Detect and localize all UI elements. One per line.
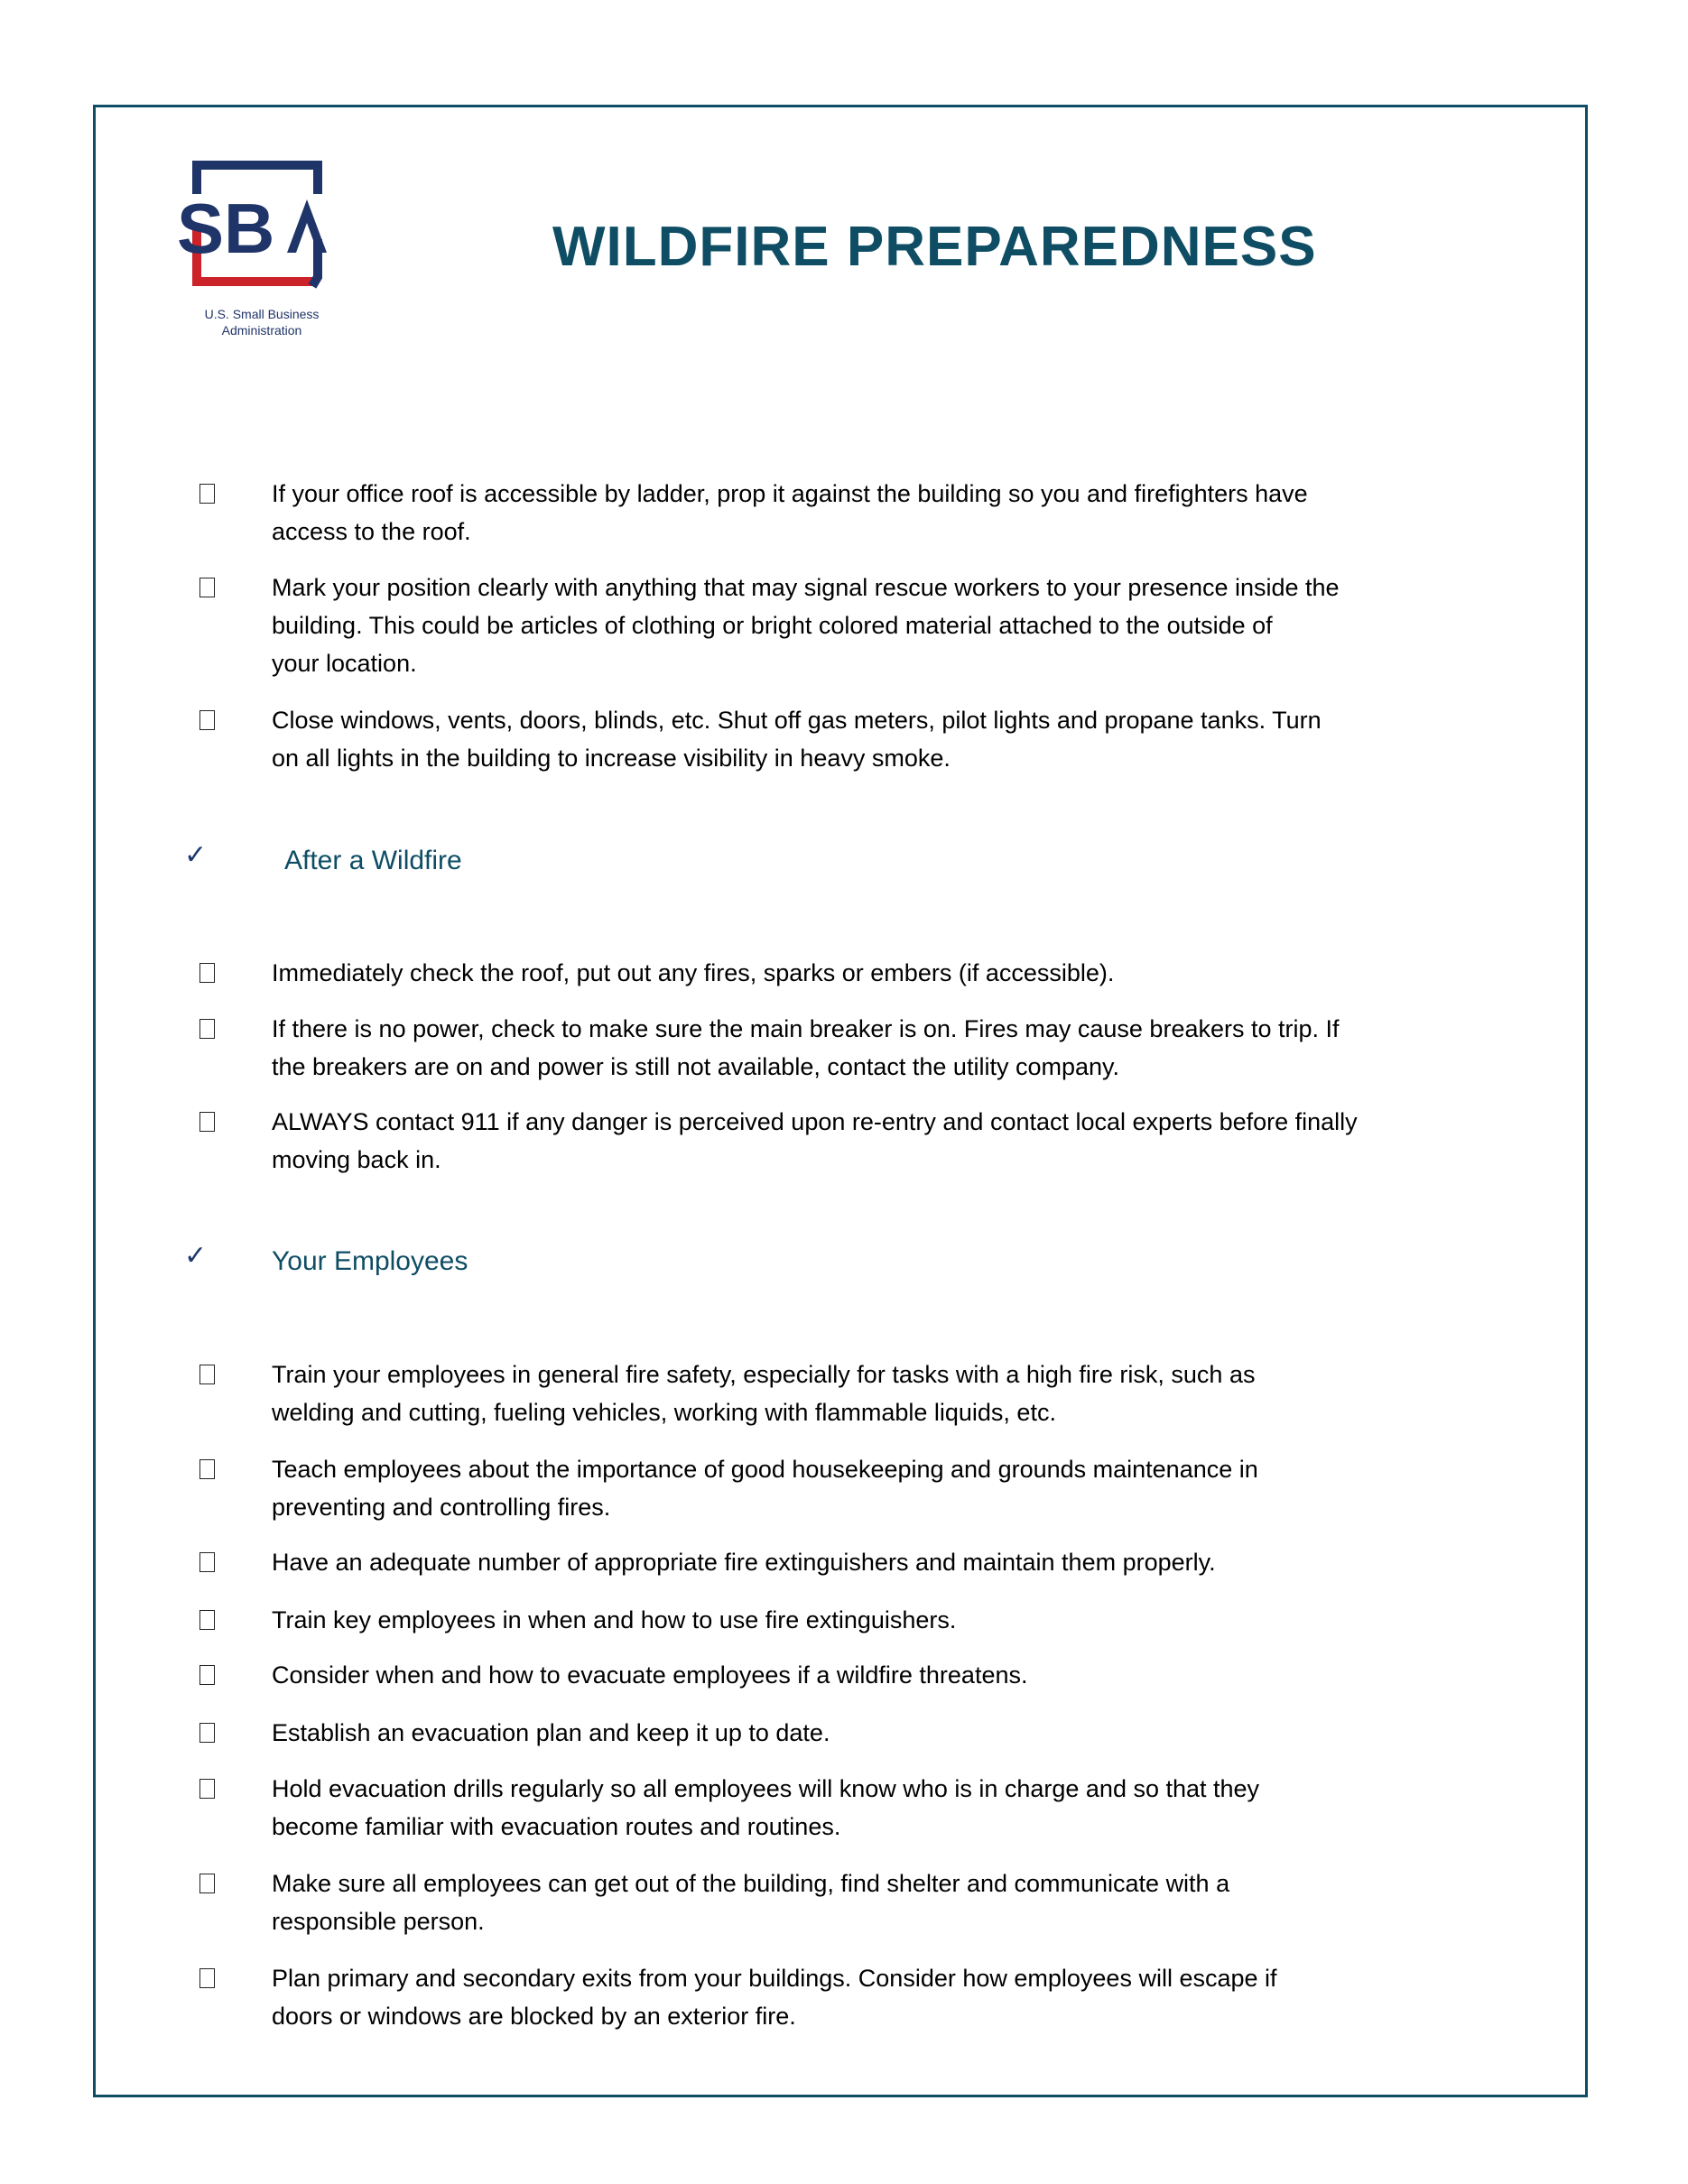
checklist-item-text: [272, 1356, 1255, 1431]
text-line: doors or windows are blocked by an exterior fire.: [272, 2003, 796, 2030]
text-line: Mark your position clearly with anything that may signal rescue workers to your presence inside the: [272, 574, 1340, 601]
svg-text:SB: SB: [177, 189, 275, 268]
text-line: access to the roof.: [272, 518, 471, 545]
text-line: Have an adequate number of appropriate fire extinguishers and maintain them properly.: [272, 1549, 1216, 1576]
logo-line1: U.S. Small Business: [204, 307, 320, 321]
text-line: Establish an evacuation plan and keep it up to date.: [272, 1719, 830, 1746]
text-line: Close windows, vents, doors, blinds, etc. Shut off gas meters, pilot lights and propane tanks. Turn: [272, 707, 1322, 734]
text-line: the breakers are on and power is still not available, contact the utility company.: [272, 1053, 1120, 1080]
checklist-item-text: [272, 1714, 830, 1752]
text-line: building. This could be articles of clothing or bright colored material attached to the outside of: [272, 612, 1273, 639]
text-line: moving back in.: [272, 1146, 441, 1173]
section-heading-your-employees: Your Employees: [272, 1246, 468, 1276]
checklist-item-text: [272, 1450, 1258, 1526]
text-line: Train your employees in general fire safety, especially for tasks with a high fire risk, such as: [272, 1361, 1256, 1388]
text-line: Immediately check the roof, put out any fires, sparks or embers (if accessible).: [272, 959, 1115, 986]
text-line: responsible person.: [272, 1908, 485, 1935]
checkbox-icon[interactable]: [199, 710, 215, 730]
text-line: Consider when and how to evacuate employees if a wildfire threatens.: [272, 1661, 1028, 1689]
text-line: on all lights in the building to increase visibility in heavy smoke.: [272, 745, 951, 772]
text-line: Plan primary and secondary exits from your buildings. Consider how employees will escape if: [272, 1965, 1277, 1992]
section-heading-after-wildfire: After a Wildfire: [284, 846, 462, 875]
checklist-item-text: [272, 1959, 1277, 2035]
text-line: Make sure all employees can get out of the building, find shelter and communicate with a: [272, 1870, 1230, 1897]
checkbox-icon[interactable]: [199, 1019, 215, 1039]
page-title: WILDFIRE PREPAREDNESS: [552, 216, 1317, 278]
checklist-item-text: [272, 569, 1340, 682]
checklist-item-text: [272, 1770, 1259, 1846]
checkmark-icon: ✓: [184, 1241, 208, 1271]
checkbox-icon[interactable]: [199, 1968, 215, 1988]
checkbox-icon[interactable]: [199, 1723, 215, 1743]
checkbox-icon[interactable]: [199, 578, 215, 597]
checkbox-icon[interactable]: [199, 484, 215, 504]
checklist-item-text: [272, 475, 1308, 551]
checklist-item-text: [272, 1865, 1229, 1940]
checkbox-icon[interactable]: [199, 1459, 215, 1479]
checkbox-icon[interactable]: [199, 1874, 215, 1893]
checkbox-icon[interactable]: [199, 1665, 215, 1685]
checkmark-icon: ✓: [184, 840, 208, 870]
logo-line2: Administration: [221, 323, 302, 338]
checklist-item-text: [272, 1601, 956, 1639]
checkbox-icon[interactable]: [199, 1552, 215, 1572]
checkbox-icon[interactable]: [199, 1365, 215, 1384]
text-line: If there is no power, check to make sure the main breaker is on. Fires may cause breakers to trip. If: [272, 1015, 1340, 1042]
text-line: If your office roof is accessible by ladder, prop it against the building so you and firefighters have: [272, 480, 1308, 507]
text-line: welding and cutting, fueling vehicles, working with flammable liquids, etc.: [272, 1399, 1056, 1426]
checkbox-icon[interactable]: [199, 963, 215, 983]
text-line: Hold evacuation drills regularly so all employees will know who is in charge and so that they: [272, 1775, 1260, 1802]
checkbox-icon[interactable]: [199, 1779, 215, 1799]
checklist-item-text: [272, 1010, 1340, 1086]
text-line: your location.: [272, 650, 417, 677]
checklist-item-text: [272, 1103, 1358, 1179]
text-line: ALWAYS contact 911 if any danger is perceived upon re-entry and contact local experts before finally: [272, 1108, 1358, 1135]
sba-logo: [172, 158, 352, 338]
text-line: become familiar with evacuation routes and routines.: [272, 1813, 841, 1840]
checkbox-icon[interactable]: [199, 1112, 215, 1132]
text-line: preventing and controlling fires.: [272, 1494, 611, 1521]
checklist-item-text: [272, 701, 1322, 777]
checklist-item-text: [272, 954, 1114, 992]
text-line: Train key employees in when and how to use fire extinguishers.: [272, 1606, 957, 1633]
checklist-item-text: [272, 1656, 1027, 1694]
checklist-item-text: [272, 1543, 1216, 1581]
text-line: Teach employees about the importance of good housekeeping and grounds maintenance in: [272, 1456, 1258, 1483]
checkbox-icon[interactable]: [199, 1610, 215, 1630]
